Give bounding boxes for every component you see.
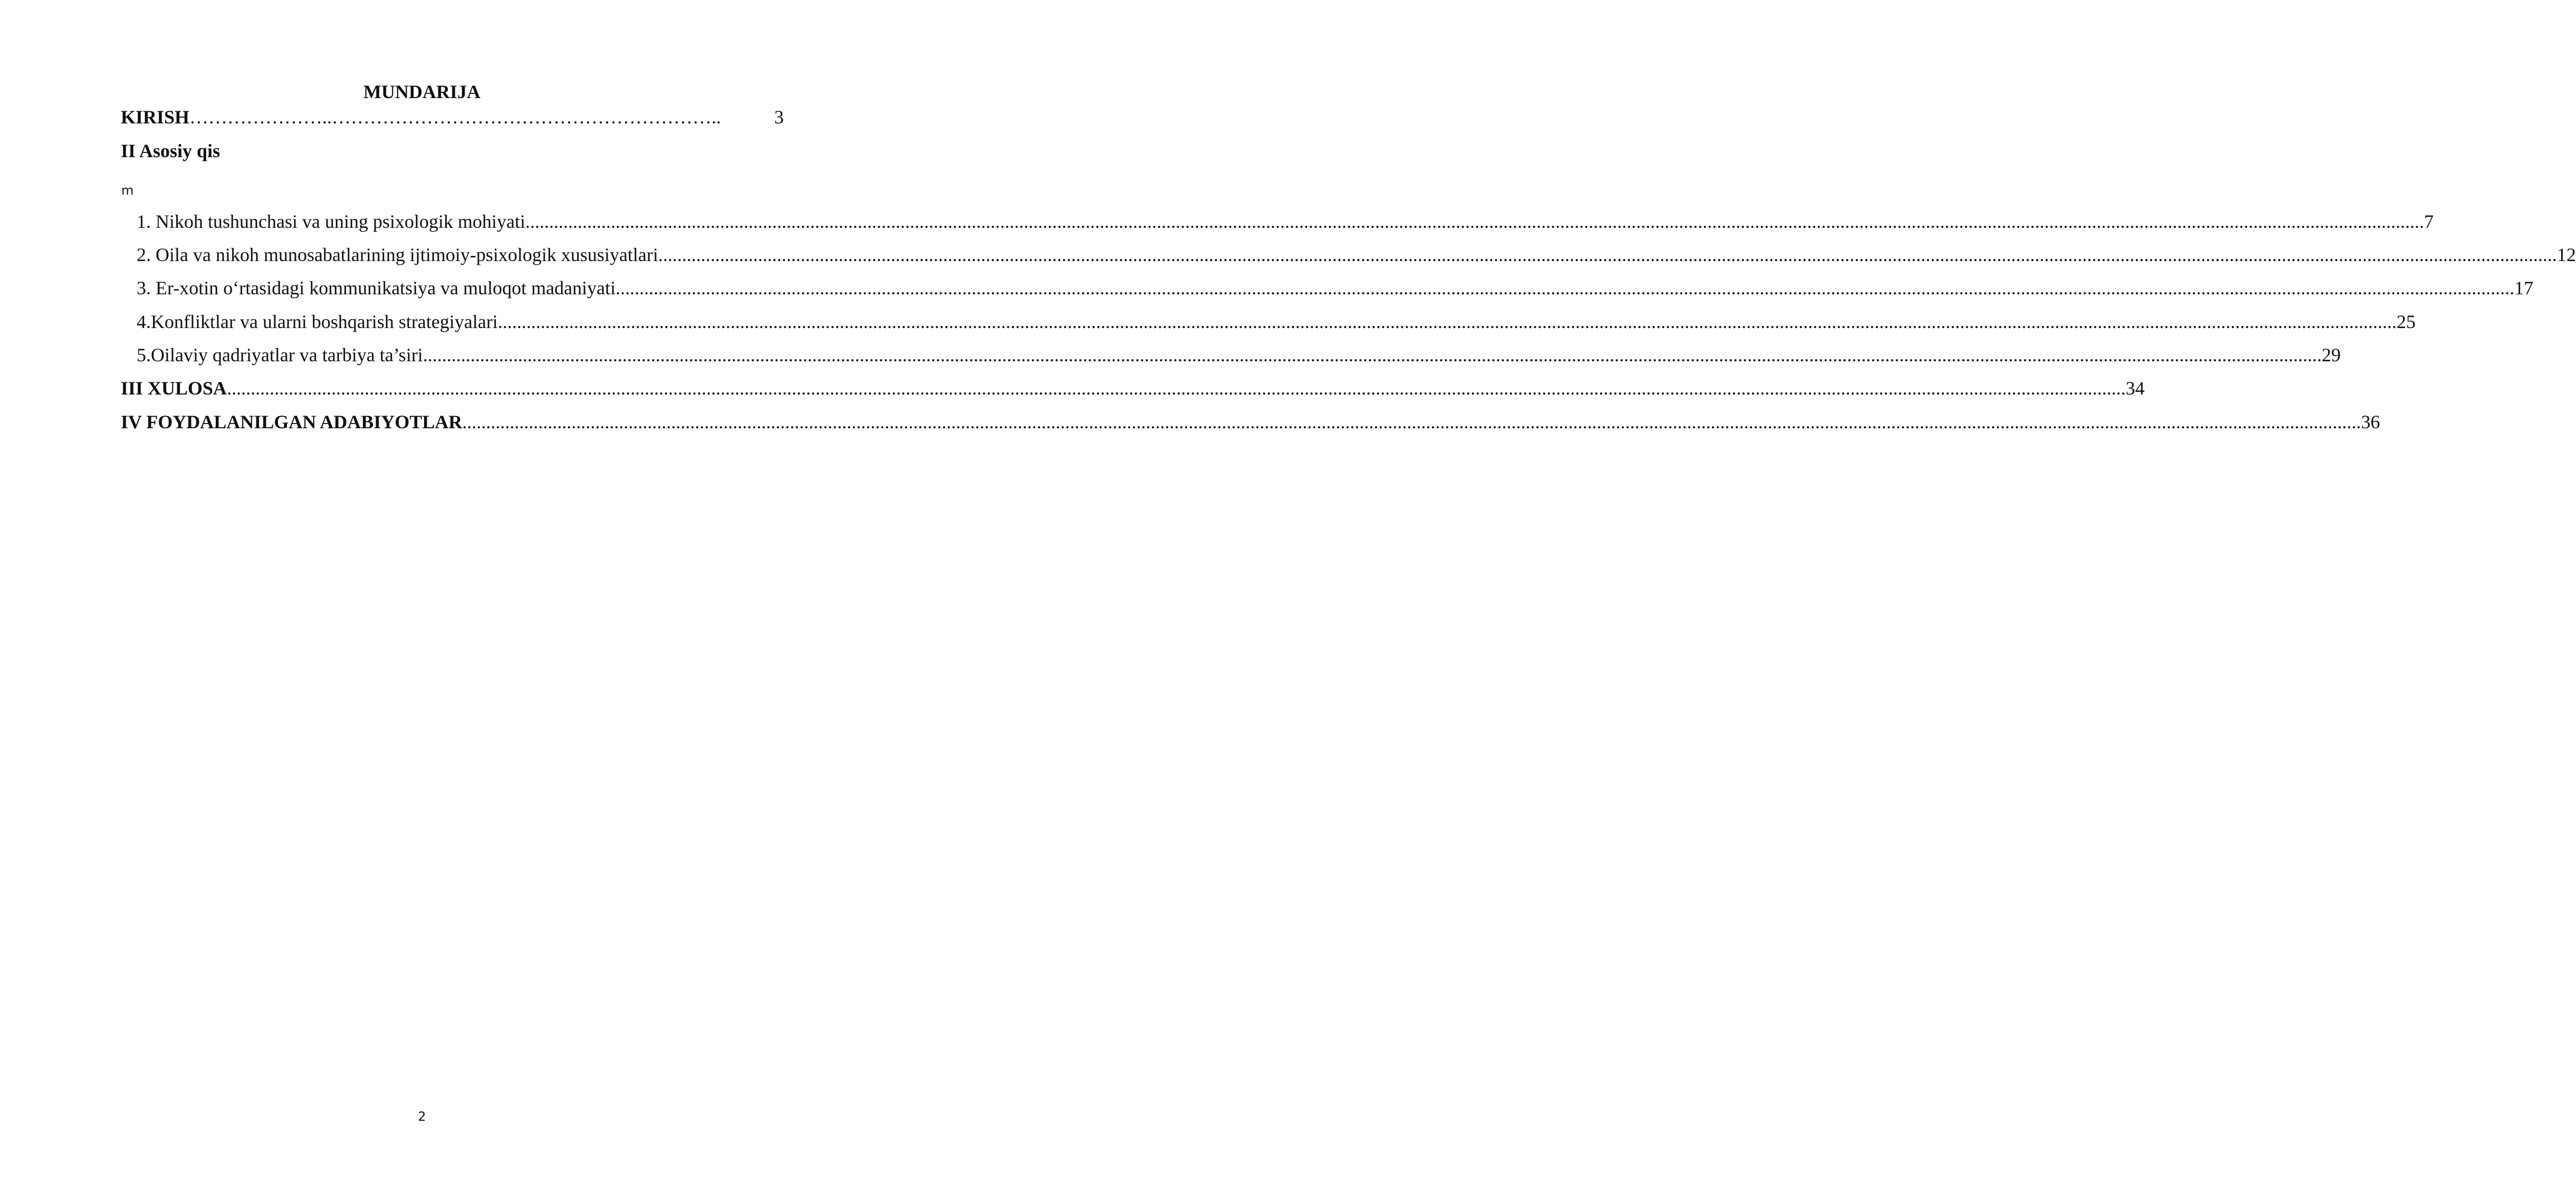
- page-number: 2: [418, 1109, 426, 1124]
- toc-entry-page-number: 7: [2424, 211, 2434, 232]
- toc-dot-leader: ................................................................................................................................................................................................................................................................................................................................................................................................................: [497, 311, 2397, 332]
- toc-entry-page-number: 25: [2396, 311, 2416, 332]
- toc-dot-leader: ................................................................................................................................................................................................................................................................................................................................................................................................................: [227, 378, 2126, 399]
- toc-entry-label: III XULOSA: [121, 378, 227, 399]
- toc-entry[interactable]: [137, 310, 2416, 333]
- toc-entry-label: 5.Oilaviy qadriyatlar va tarbiya ta’siri: [137, 344, 423, 365]
- stray-text: m: [121, 183, 134, 198]
- toc-entry-xulosa[interactable]: [121, 377, 2145, 400]
- toc-entry-kirish[interactable]: [121, 105, 784, 129]
- toc-entry-adabiyotlar[interactable]: [121, 410, 2380, 434]
- toc-entry[interactable]: [137, 343, 2341, 367]
- toc-entry-page-number: 17: [2514, 277, 2534, 299]
- page-title: MUNDARIJA: [363, 81, 480, 102]
- toc-entry-page-number: 29: [2321, 344, 2341, 365]
- toc-entry-label: 3. Er-xotin oʻrtasidagi kommunikatsiya va muloqot madaniyati: [137, 277, 616, 299]
- toc-dot-leader: ................................................................................................................................................................................................................................................................................................................................................................................................................: [422, 344, 2322, 365]
- toc-entry-page-number: 34: [2126, 378, 2145, 399]
- toc-entry-label: 1. Nikoh tushunchasi va uning psixologik mohiyati: [137, 211, 525, 232]
- toc-entry-label: 2. Oila va nikoh munosabatlarining ijtimoiy-psixologik xususiyatlari: [137, 244, 658, 265]
- toc-entry[interactable]: [137, 243, 2576, 266]
- toc-entry[interactable]: [137, 276, 2534, 300]
- toc-entry-label: IV FOYDALANILGAN ADABIYOTLAR: [121, 411, 463, 432]
- toc-dot-leader: ................................................................................................................................................................................................................................................................................................................................................................................................................: [462, 411, 2361, 432]
- section-heading: II Asosiy qis: [121, 140, 220, 161]
- toc-kirish-leader: …………………..……………………………………………………..: [189, 107, 722, 128]
- toc-entry-page-number: 12: [2556, 244, 2576, 265]
- toc-entry[interactable]: [137, 210, 2434, 233]
- toc-dot-leader: ................................................................................................................................................................................................................................................................................................................................................................................................................: [658, 244, 2557, 265]
- toc-dot-leader: ................................................................................................................................................................................................................................................................................................................................................................................................................: [616, 277, 2515, 299]
- toc-entry-page-number: 36: [2361, 411, 2380, 432]
- toc-entry-label: 4.Konfliktlar va ularni boshqarish strategiyalari: [137, 311, 498, 332]
- toc-dot-leader: ................................................................................................................................................................................................................................................................................................................................................................................................................: [525, 211, 2424, 232]
- toc-entry-page-number: 3: [774, 107, 784, 128]
- toc-entry-label: KIRISH: [121, 107, 190, 128]
